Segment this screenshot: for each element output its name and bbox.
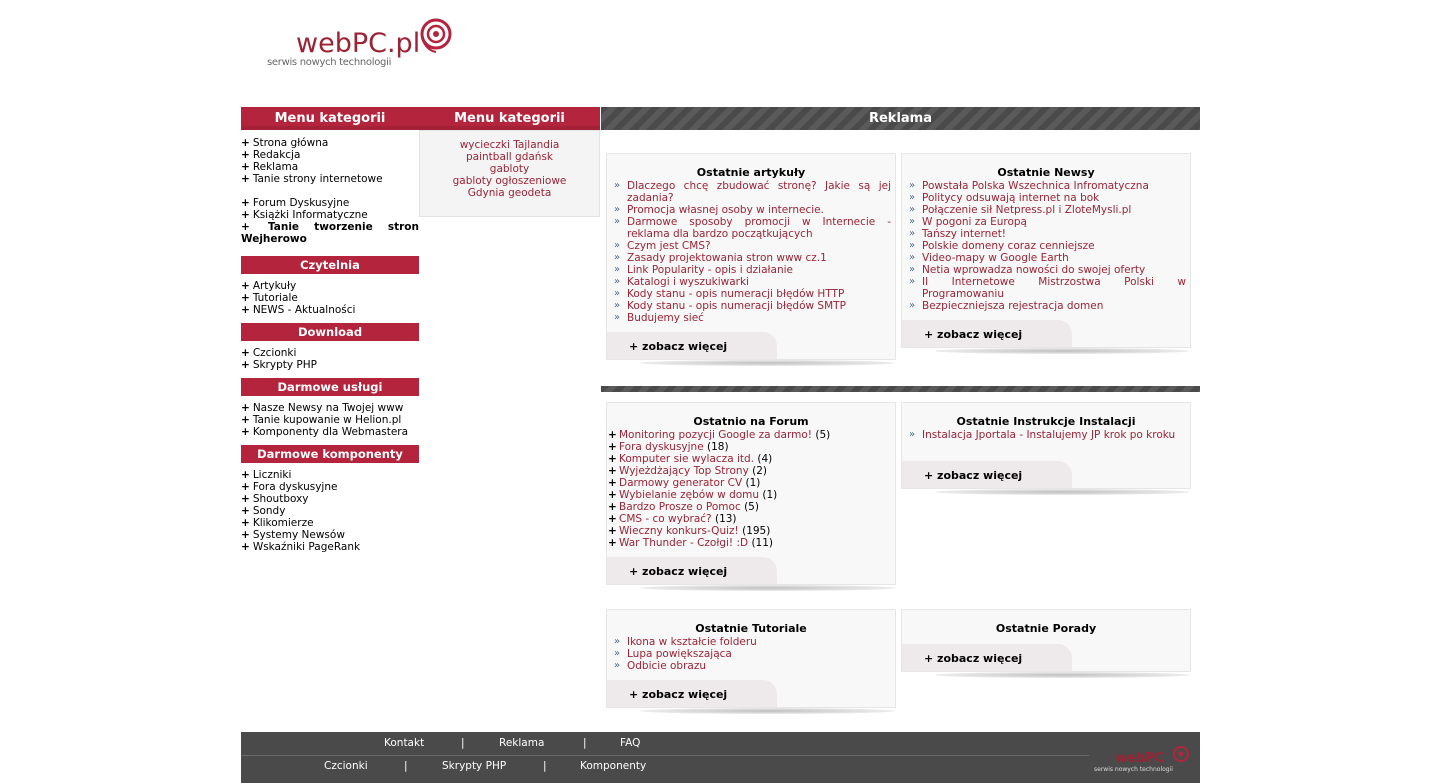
section-head-reading: Czytelnia xyxy=(241,256,419,274)
menu-item-articles[interactable]: + Artykuły xyxy=(241,280,297,292)
latest-tutorials-box xyxy=(606,609,896,708)
free-components-list xyxy=(241,469,419,553)
box-title: Ostatnio na Forum xyxy=(693,415,809,428)
forum-thread[interactable]: + Komputer sie wylacza itd. (4) xyxy=(608,453,773,465)
double-arrow-icon: » xyxy=(614,300,621,311)
news-link[interactable]: » Video-mapy w Google Earth xyxy=(909,252,1069,264)
menu-item-tutorials[interactable]: + Tutoriale xyxy=(241,292,298,304)
plus-icon: + xyxy=(241,161,250,173)
tutorial-link[interactable]: » Lupa powiększająca xyxy=(614,648,732,660)
double-arrow-icon: » xyxy=(614,648,621,659)
double-arrow-icon: » xyxy=(614,180,621,191)
double-arrow-icon: » xyxy=(614,216,621,227)
download-list xyxy=(241,347,419,371)
menu-item-forum[interactable]: + Forum Dyskusyjne xyxy=(241,197,350,209)
left-menu-header: Menu kategorii xyxy=(241,107,419,130)
news-link[interactable]: » II Internetowe Mistrzostwa Polski w Programowaniu xyxy=(909,276,1186,300)
news-link[interactable]: » Polskie domeny coraz cenniejsze xyxy=(909,240,1095,252)
box-title: Ostatnie Newsy xyxy=(997,166,1095,179)
tutorial-link[interactable]: » Odbicie obrazu xyxy=(614,660,707,672)
footer-link-contact[interactable]: Kontakt xyxy=(384,737,425,749)
double-arrow-icon: » xyxy=(614,240,621,251)
forum-thread[interactable]: + Wybielanie zębów w domu (1) xyxy=(608,489,778,501)
footer-divider xyxy=(241,755,1089,756)
menu-item-pagerank[interactable]: + Wskaźniki PageRank xyxy=(241,541,361,553)
section-head-free-services: Darmowe usługi xyxy=(241,378,419,396)
article-link[interactable]: » Kody stanu - opis numeracji błędów SMTP xyxy=(614,300,846,312)
double-arrow-icon: » xyxy=(909,204,916,215)
plus-icon: + xyxy=(241,292,250,304)
menu-item-polls[interactable]: + Sondy xyxy=(241,505,286,517)
tutorial-link[interactable]: » Ikona w kształcie folderu xyxy=(614,636,757,648)
double-arrow-icon: » xyxy=(614,660,621,671)
article-link[interactable]: » Promocja własnej osoby w internecie. xyxy=(614,204,824,216)
article-link[interactable]: » Link Popularity - opis i działanie xyxy=(614,264,793,276)
double-arrow-icon: » xyxy=(614,264,621,275)
plus-icon: + xyxy=(241,359,250,371)
plus-icon: + xyxy=(924,652,938,665)
double-arrow-icon: » xyxy=(909,300,916,311)
logo-text: webPC.pl xyxy=(296,28,421,59)
plus-icon: + xyxy=(608,441,617,453)
plus-icon: + xyxy=(241,541,250,553)
news-link[interactable]: » Netia wprowadza nowości do swojej oferty xyxy=(909,264,1146,276)
menu-item-web-design[interactable]: + Tanie tworzenie stron xyxy=(241,221,419,233)
forum-thread[interactable]: + War Thunder - Czołgi! :D (11) xyxy=(608,537,773,549)
double-arrow-icon: » xyxy=(909,180,916,191)
section-head-download: Download xyxy=(241,323,419,341)
plus-icon: + xyxy=(241,197,250,209)
footer-link-faq[interactable]: FAQ xyxy=(620,737,641,749)
install-link[interactable]: » Instalacja Jportala - Instalujemy JP krok po kroku xyxy=(909,429,1176,441)
menu-item-news-systems[interactable]: + Systemy Newsów xyxy=(241,529,345,541)
plus-icon: + xyxy=(241,347,250,359)
mid-link[interactable]: gabloty ogłoszeniowe xyxy=(452,175,567,187)
news-link[interactable]: » Bezpieczniejsza rejestracja domen xyxy=(909,300,1104,312)
plus-icon: + xyxy=(608,453,617,465)
box-title: Ostatnie Instrukcje Instalacji xyxy=(956,415,1136,428)
forum-thread[interactable]: + CMS - co wybrać? (13) xyxy=(608,513,737,525)
forum-thread[interactable]: + Bardzo Prosze o Pomoc (5) xyxy=(608,501,759,513)
plus-icon: + xyxy=(241,481,250,493)
latest-install-box xyxy=(901,402,1191,489)
see-more-button[interactable]: + zobacz więcej xyxy=(607,680,777,707)
plus-icon: + xyxy=(608,477,617,489)
double-arrow-icon: » xyxy=(614,636,621,647)
double-arrow-icon: » xyxy=(614,252,621,263)
article-link[interactable]: » Czym jest CMS? xyxy=(614,240,711,252)
double-arrow-icon: » xyxy=(909,228,916,239)
see-more-button[interactable]: + zobacz więcej xyxy=(902,644,1072,671)
section-head-free-components: Darmowe komponenty xyxy=(241,445,419,463)
plus-icon: + xyxy=(241,414,250,426)
forum-thread[interactable]: + Monitoring pozycji Google za darmo! (5) xyxy=(608,429,831,441)
footer-logo-swirl-icon xyxy=(1171,744,1191,764)
forum-thread[interactable]: + Darmowy generator CV (1) xyxy=(608,477,761,489)
plus-icon: + xyxy=(241,493,250,505)
plus-icon: + xyxy=(241,469,250,481)
menu-item-cheap-websites[interactable]: + Tanie strony internetowe xyxy=(241,173,383,185)
menu-item-web-design-city[interactable]: Wejherowo xyxy=(241,233,307,245)
article-link[interactable]: » Zasady projektowania stron www cz.1 xyxy=(614,252,827,264)
middle-menu xyxy=(419,130,600,217)
double-arrow-icon: » xyxy=(909,192,916,203)
double-arrow-icon: » xyxy=(614,312,621,323)
see-more-button[interactable]: + zobacz więcej xyxy=(607,557,777,584)
menu-item-php-scripts[interactable]: + Skrypty PHP xyxy=(241,359,317,371)
news-link[interactable]: » Politycy odsuwają internet na bok xyxy=(909,192,1100,204)
plus-icon: + xyxy=(924,328,938,341)
menu-item-counters[interactable]: + Liczniki xyxy=(241,469,292,481)
plus-icon: + xyxy=(241,149,250,161)
plus-icon: + xyxy=(241,402,250,414)
plus-icon: + xyxy=(608,525,617,537)
plus-icon: + xyxy=(608,429,617,441)
double-arrow-icon: » xyxy=(909,429,916,440)
menu-item-editorial[interactable]: + Redakcja xyxy=(241,149,301,161)
plus-icon: + xyxy=(241,209,250,221)
plus-icon: + xyxy=(629,688,643,701)
mid-link[interactable]: wycieczki Tajlandia xyxy=(459,139,560,151)
menu-item-forums[interactable]: + Fora dyskusyjne xyxy=(241,481,338,493)
double-arrow-icon: » xyxy=(614,276,621,287)
double-arrow-icon: » xyxy=(909,264,916,275)
forum-thread[interactable]: + Wyjeżdżający Top Strony (2) xyxy=(608,465,768,477)
menu-item-helion[interactable]: + Tanie kupowanie w Helion.pl xyxy=(241,414,402,426)
left-menu xyxy=(241,137,419,553)
logo-subtitle: serwis nowych technologii xyxy=(267,57,392,68)
plus-icon: + xyxy=(241,280,250,292)
mid-link[interactable]: paintball gdańsk xyxy=(465,151,554,163)
double-arrow-icon: » xyxy=(909,240,916,251)
double-arrow-icon: » xyxy=(909,276,916,287)
menu-item-shoutboxes[interactable]: + Shoutboxy xyxy=(241,493,309,505)
box-title: Ostatnie artykuły xyxy=(696,166,806,179)
latest-forum-box xyxy=(606,402,896,585)
footer-logo-subtitle: serwis nowych technologii xyxy=(1094,766,1173,773)
plus-icon: + xyxy=(241,529,250,541)
article-link[interactable]: » Kody stanu - opis numeracji błędów HTTP xyxy=(614,288,845,300)
box-shadow xyxy=(935,489,1190,495)
see-more-button[interactable]: + zobacz więcej xyxy=(902,320,1072,347)
box-shadow xyxy=(640,360,895,366)
box-shadow xyxy=(935,348,1190,354)
separator-bar xyxy=(601,386,1200,392)
footer-separator: | xyxy=(461,737,465,749)
footer-link-php[interactable]: Skrypty PHP xyxy=(442,760,507,772)
forum-thread[interactable]: + Fora dyskusyjne (18) xyxy=(608,441,729,453)
plus-icon: + xyxy=(924,469,938,482)
secondary-menu-list xyxy=(241,197,419,245)
footer-logo[interactable] xyxy=(1089,740,1200,780)
latest-news-box xyxy=(901,153,1191,348)
plus-icon: + xyxy=(629,340,643,353)
middle-menu-header: Menu kategorii xyxy=(419,107,600,130)
see-more-button[interactable]: + zobacz więcej xyxy=(607,332,777,359)
main-menu-list xyxy=(241,137,419,185)
plus-icon: + xyxy=(629,565,643,578)
plus-icon: + xyxy=(608,489,617,501)
logo-swirl-icon xyxy=(386,16,452,62)
news-link[interactable]: » Tańszy internet! xyxy=(909,228,1007,240)
news-link[interactable]: » Połączenie sił Netpress.pl i ZloteMysli.pl xyxy=(909,204,1132,216)
box-title: Ostatnie Tutoriale xyxy=(695,622,807,635)
site-logo[interactable] xyxy=(262,14,462,74)
article-link[interactable]: » Dlaczego chcę zbudować stronę? Jakie są jej zadania? xyxy=(614,180,891,204)
double-arrow-icon: » xyxy=(614,288,621,299)
article-link[interactable]: » Darmowe sposoby promocji w Internecie - reklama dla bardzo początkujących xyxy=(614,216,891,240)
box-shadow xyxy=(640,585,895,591)
ads-header: Reklama xyxy=(601,107,1200,130)
plus-icon: + xyxy=(241,221,250,233)
forum-thread[interactable]: + Wieczny konkurs-Quiz! (195) xyxy=(608,525,771,537)
latest-tips-box xyxy=(901,609,1191,672)
plus-icon: + xyxy=(608,501,617,513)
double-arrow-icon: » xyxy=(614,204,621,215)
see-more-button[interactable]: + zobacz więcej xyxy=(902,461,1072,488)
box-title: Ostatnie Porady xyxy=(995,622,1097,635)
latest-articles-box xyxy=(606,153,896,360)
news-link[interactable]: » Powstała Polska Wszechnica Infromatyczna xyxy=(909,180,1149,192)
double-arrow-icon: » xyxy=(909,216,916,227)
menu-item-news[interactable]: + NEWS - Aktualności xyxy=(241,304,356,316)
mid-link[interactable]: Gdynia geodeta xyxy=(467,187,552,199)
footer-separator: | xyxy=(583,737,587,749)
plus-icon: + xyxy=(241,505,250,517)
footer-link-ads[interactable]: Reklama xyxy=(499,737,545,749)
footer-separator: | xyxy=(404,760,408,772)
plus-icon: + xyxy=(241,304,250,316)
news-link[interactable]: » W pogoni za Europą xyxy=(909,216,1027,228)
plus-icon: + xyxy=(608,465,617,477)
plus-icon: + xyxy=(241,517,250,529)
reading-list xyxy=(241,280,419,316)
plus-icon: + xyxy=(608,513,617,525)
footer xyxy=(241,732,1200,783)
menu-item-ads[interactable]: + Reklama xyxy=(241,161,299,173)
article-link[interactable]: » Katalogi i wyszukiwarki xyxy=(614,276,749,288)
menu-item-home[interactable]: + Strona główna xyxy=(241,137,329,149)
menu-item-books[interactable]: + Książki Informatyczne xyxy=(241,209,368,221)
menu-item-webmaster-components[interactable]: + Komponenty dla Webmastera xyxy=(241,426,409,438)
footer-logo-text: webPC xyxy=(1115,751,1165,766)
box-shadow xyxy=(640,708,895,714)
plus-icon: + xyxy=(241,137,250,149)
footer-link-fonts[interactable]: Czcionki xyxy=(324,760,368,772)
double-arrow-icon: » xyxy=(909,252,916,263)
free-services-list xyxy=(241,402,419,438)
menu-item-fonts[interactable]: + Czcionki xyxy=(241,347,297,359)
plus-icon: + xyxy=(608,537,617,549)
box-shadow xyxy=(935,672,1190,678)
footer-separator: | xyxy=(543,760,547,772)
plus-icon: + xyxy=(241,426,250,438)
footer-link-components[interactable]: Komponenty xyxy=(580,760,647,772)
menu-item-click-counters[interactable]: + Klikomierze xyxy=(241,517,314,529)
plus-icon: + xyxy=(241,173,250,185)
article-link[interactable]: » Budujemy sieć xyxy=(614,312,704,324)
mid-link[interactable]: gabloty xyxy=(489,163,530,175)
menu-item-news-widget[interactable]: + Nasze Newsy na Twojej www xyxy=(241,402,404,414)
